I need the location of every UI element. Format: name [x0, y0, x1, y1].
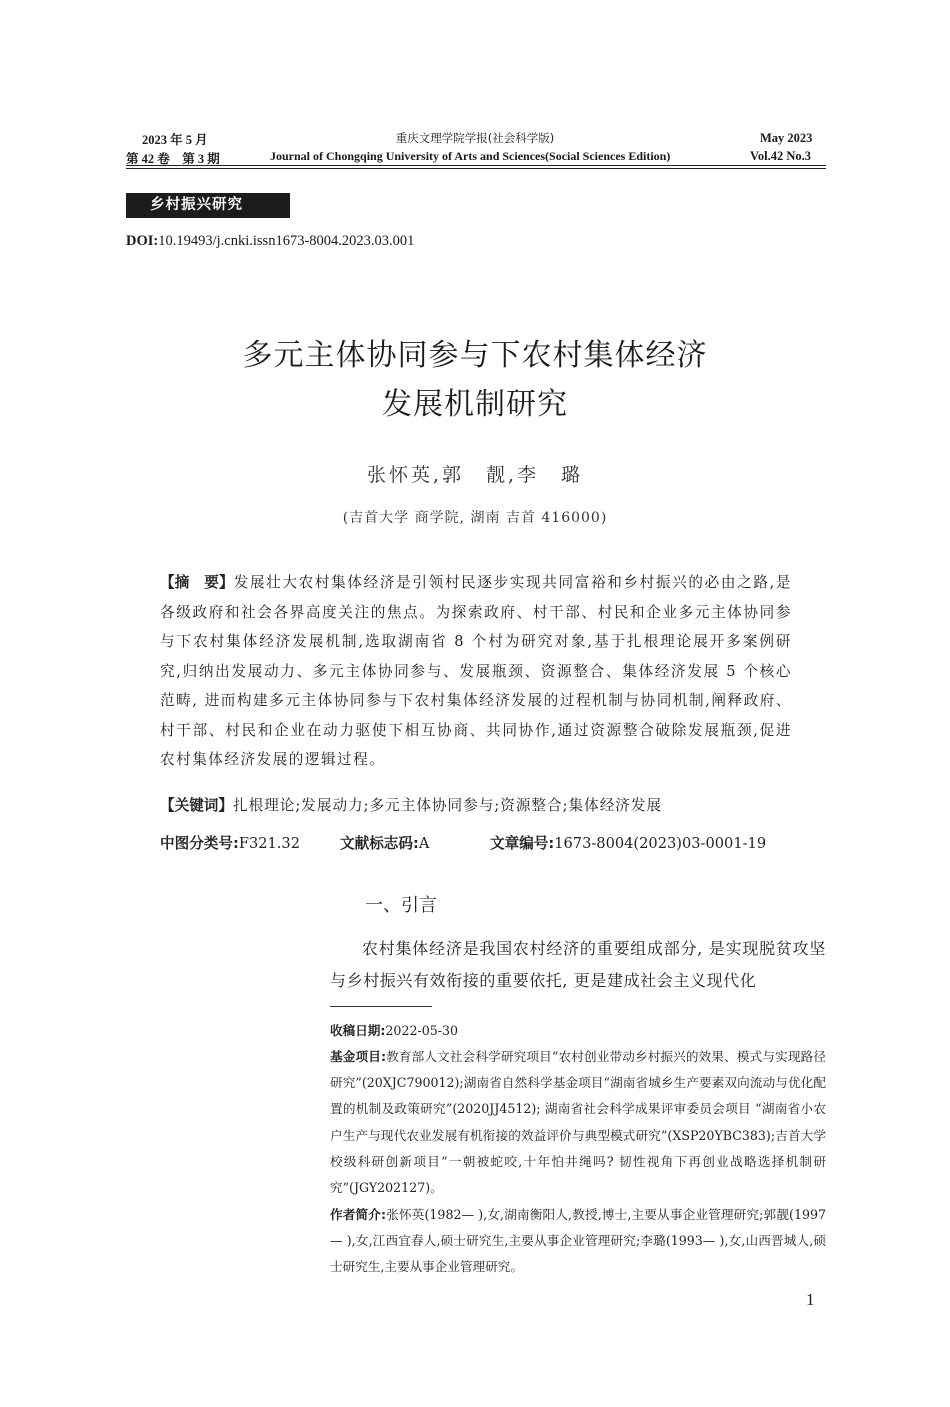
header-journal-cn: 重庆文理学院学报(社会科学版): [395, 131, 555, 145]
clc-label: 中图分类号:: [160, 835, 239, 852]
author-bio-label: 作者简介:: [330, 1207, 387, 1222]
received-label: 收稿日期:: [330, 1023, 386, 1038]
article-number-value: 1673-8004(2023)03-0001-19: [554, 835, 767, 852]
fund-text: 教育部人文社会科学研究项目“农村创业带动乡村振兴的效果、模式与实现路径研究”(20XJC790012);湖南省自然科学基金项目“湖南省城乡生产要素双向流动与优化配置的机制及政策研究”(2020JJ4512); 湖南省社会科学成果评审委员会项目 “湖南省小农户生产与现代农业发展有机衔接的效益评价与典型模式研究”(XSP20YBC383);吉首大学校级科研创新项目“一朝被蛇咬,十年怕井绳吗? 韧性视角下再创业战略选择机制研究”(JGY202127)。: [330, 1049, 826, 1196]
header-volume-cn: 第 42 卷 第 3 期: [126, 152, 220, 166]
abstract-label: 【摘 要】: [160, 574, 234, 591]
affiliation: (吉首大学 商学院, 湖南 吉首 416000): [342, 510, 608, 526]
header-rule: [126, 165, 826, 166]
authors: 张怀英,郭 靓,李 璐: [366, 464, 584, 486]
header-journal-en: Journal of Chongqing University of Arts and Sciences(Social Sciences Edition): [270, 149, 671, 163]
author-bio-text: 张怀英(1982— ),女,湖南衡阳人,教授,博士,主要从事企业管理研究;郭靓(1997— ),女,江西宜春人,硕士研究生,主要从事企业管理研究;李璐(1993— ),女,山西晋城人,硕士研究生,主要从事企业管理研究。: [330, 1207, 826, 1275]
received-value: 2022-05-30: [385, 1023, 459, 1038]
keywords-label: 【关键词】: [160, 797, 233, 814]
body-paragraph: 农村集体经济是我国农村经济的重要组成部分, 是实现脱贫攻坚与乡村振兴有效衔接的重要依托, 更是建成社会主义现代化: [330, 939, 826, 990]
footnote-authors: [330, 1202, 826, 1281]
abstract: [160, 568, 792, 775]
body-text: [330, 933, 826, 997]
doi-label: DOI:: [126, 233, 159, 249]
footnote-received: [330, 1018, 826, 1044]
footnote-fund: [330, 1044, 826, 1201]
section-tag: 乡村振兴研究: [126, 193, 290, 218]
fund-label: 基金项目:: [330, 1049, 387, 1064]
header-rule-2: [126, 168, 826, 169]
doi-value: 10.19493/j.cnki.issn1673-8004.2023.03.001: [158, 233, 415, 249]
abstract-text: 发展壮大农村集体经济是引领村民逐步实现共同富裕和乡村振兴的必由之路,是各级政府和社会各界高度关注的焦点。为探索政府、村干部、村民和企业多元主体协同参与下农村集体经济发展机制,选取湖南省 8 个村为研究对象,基于扎根理论展开多案例研究,归纳出发展动力、多元主体协同参与、发展瓶颈、资源整合、集体经济发展 5 个核心范畴, 进而构建多元主体协同参与下农村集体经济发展的过程机制与协同机制,阐释政府、村干部、村民和企业在动力驱使下相互协商、共同协作,通过资源整合破除发展瓶颈,促进农村集体经济发展的逻辑过程。: [160, 574, 792, 768]
title-line-1: 多元主体协同参与下农村集体经济: [242, 338, 708, 373]
header-date-en: May 2023: [760, 131, 813, 145]
classification: [160, 832, 800, 853]
article-number-label: 文章编号:: [490, 835, 555, 852]
keywords-text: 扎根理论;发展动力;多元主体协同参与;资源整合;集体经济发展: [232, 797, 663, 814]
keywords: [160, 794, 800, 815]
doc-code-value: A: [418, 835, 430, 852]
clc-value: F321.32: [238, 835, 301, 852]
footnote-rule: [330, 1006, 432, 1007]
header-date-cn: 2023 年 5 月: [142, 133, 208, 147]
title-line-2: 发展机制研究: [382, 387, 568, 422]
page-number: 1: [806, 1290, 815, 1309]
doi: [126, 233, 414, 250]
header-volume-en: Vol.42 No.3: [750, 149, 812, 163]
section-heading: 一、引言: [365, 895, 437, 916]
doc-code-label: 文献标志码:: [340, 835, 419, 852]
